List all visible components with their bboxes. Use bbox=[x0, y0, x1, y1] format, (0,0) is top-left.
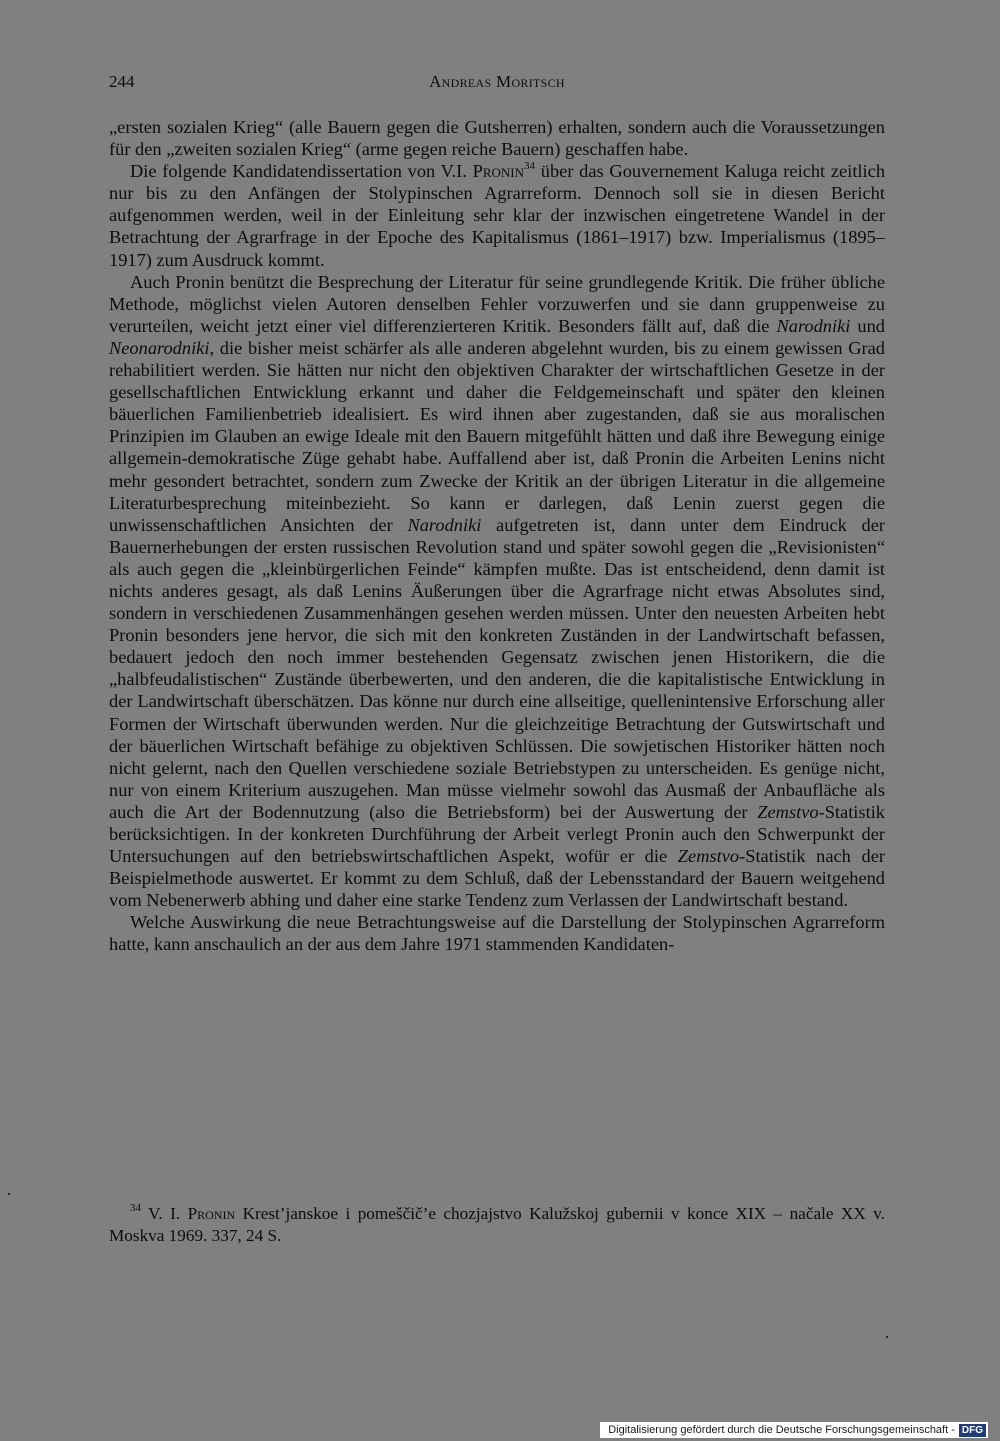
page-number: 244 bbox=[109, 72, 135, 91]
scan-speck bbox=[8, 1193, 10, 1195]
body-text bbox=[109, 116, 885, 956]
funding-text: Digitalisierung gefördert durch die Deutsche Forschungsgemeinschaft - bbox=[608, 1424, 955, 1436]
page-header bbox=[109, 72, 885, 102]
running-title: Andreas Moritsch bbox=[429, 72, 565, 91]
footnote-ref: 34 bbox=[524, 160, 536, 173]
paragraph-3: Auch Pronin benützt die Besprechung der Literatur für seine grundlegende Kritik. Die früher übliche Methode, möglichst vielen Autoren denselben Fehler vorzuwerfen und sie dann gruppenweise zu verurteilen, weicht jetzt einer viel differenzierteren Kritik. Besonders fällt auf, daß die Narodniki und Neonarodniki, die bisher meist schärfer als alle anderen abgelehnt wurden, bis zu einem gewissen Grad rehabilitiert werden. Sie hätten nur nicht den objektiven Charakter der wirtschaftlichen Gesetze in der gesellschaftlichen Entwicklung erkannt und daher die Feldgemeinschaft und später den kleinen bäuerlichen Familienbetrieb idealisiert. Es wird ihnen aber zugestanden, daß sie aus moralischen Prinzipien im Glauben an ewige Ideale mit den Bauern mitgefühlt hätten und daß ihre Bewegung einige allgemein-demokratische Züge gehabt habe. Auffallend aber ist, daß Pronin die Arbeiten Lenins nicht mehr gesondert betrachtet, sondern zum Zwecke der Kritik an der übrigen Literatur in die allgemeine Literaturbesprechung miteinbezieht. So kann er darlegen, daß Lenin zuerst gegen die unwissenschaftlichen Ansichten der Narodniki aufgetreten ist, dann unter dem Eindruck der Bauernerhebungen der ersten russischen Revolution stand und später sowohl gegen die „Revisionisten“ als auch gegen die „kleinbürgerlichen Feinde“ kämpfen mußte. Das ist entscheidend, denn damit ist nichts anderes gesagt, als daß Lenins Äußerungen über die Agrarfrage nicht etwas Absolutes sind, sondern in verschiedenen Zusammenhängen gesehen werden müssen. Unter den neuesten Arbeiten hebt Pronin besonders jene hervor, die sich mit den konkreten Zuständen in der Landwirtschaft befassen, bedauert jedoch den noch immer bestehenden Gegensatz zwischen jenen Historikern, die die „halbfeudalistischen“ Zustände überbewerten, und den anderen, die die kapitalistische Entwicklung in der Landwirtschaft überschätzen. Das könne nur durch eine allseitige, quellenintensive Erforschung aller Formen der Wirtschaft überwunden werden. Nur die gleichzeitige Betrachtung der Gutswirtschaft und der bäuerlichen Wirtschaft befähige zu objektiven Schlüssen. Die sowjetischen Historiker hätten noch nicht gelernt, nach den Quellen verschiedene soziale Betriebstypen zu unterscheiden. Es genüge nicht, nur von einem Kriterium auszugehen. Man müsse vielmehr sowohl das Ausmaß der Anbaufläche als auch die Art der Bodennutzung (also die Betriebsform) bei der Auswertung der Zemstvo-Statistik berücksichtigen. In der konkreten Durchführung der Arbeit verlegt Pronin auch den Schwerpunkt der Untersuchungen auf den betriebswirtschaftlichen Aspekt, wofür er die Zemstvo-Statistik nach der Beispielmethode auswertet. Er kommt zu dem Schluß, daß der Lebensstandard der Bauern weitgehend vom Nebenerwerb abhing und daher eine starke Tendenz zum Verlassen der Landwirtschaft bestand. bbox=[109, 271, 886, 911]
paragraph-1: „ersten sozialen Krieg“ (alle Bauern gegen die Gutsherren) erhalten, sondern auch die Voraussetzungen für den „zweiten sozialen Krieg“ (arme gegen reiche Bauern) geschaffen habe. bbox=[109, 117, 885, 160]
paragraph-2: Die folgende Kandidatendissertation von V.I. Pronin$^{34}$ über das Gouvernement Kaluga reicht zeitlich nur bis zu den Anfängen der Stolypinschen Agrarreform. Dennoch soll sie in diesen Bericht aufgenommen werden, weil in der Einleitung sehr klar der inzwischen eingetretene Wandel in der Betrachtung der Agrarfrage in der Epoche des Kapitalismus (1861–1917) bzw. Imperialismus (1895–1917) zum Ausdruck kommt. bbox=[109, 160, 886, 270]
author-name: Pronin bbox=[472, 161, 525, 182]
funding-footer bbox=[600, 1422, 988, 1438]
footnote: $^{34}$ V. I. Pronin Krest’janskoe i pomeščič’e chozjajstvo Kalužskoj gubernii v konce XIX – načale XX v. Moskva 1969. 337, 24 S. bbox=[109, 1202, 885, 1245]
footnote-number: 34 bbox=[130, 1202, 141, 1215]
scan-speck bbox=[886, 1336, 888, 1338]
paragraph-4: Welche Auswirkung die neue Betrachtungsweise auf die Darstellung der Stolypinschen Agrarreform hatte, kann anschaulich an der aus dem Jahre 1971 stammenden Kandidaten- bbox=[109, 912, 885, 955]
dfg-logo: DFG bbox=[959, 1424, 986, 1437]
